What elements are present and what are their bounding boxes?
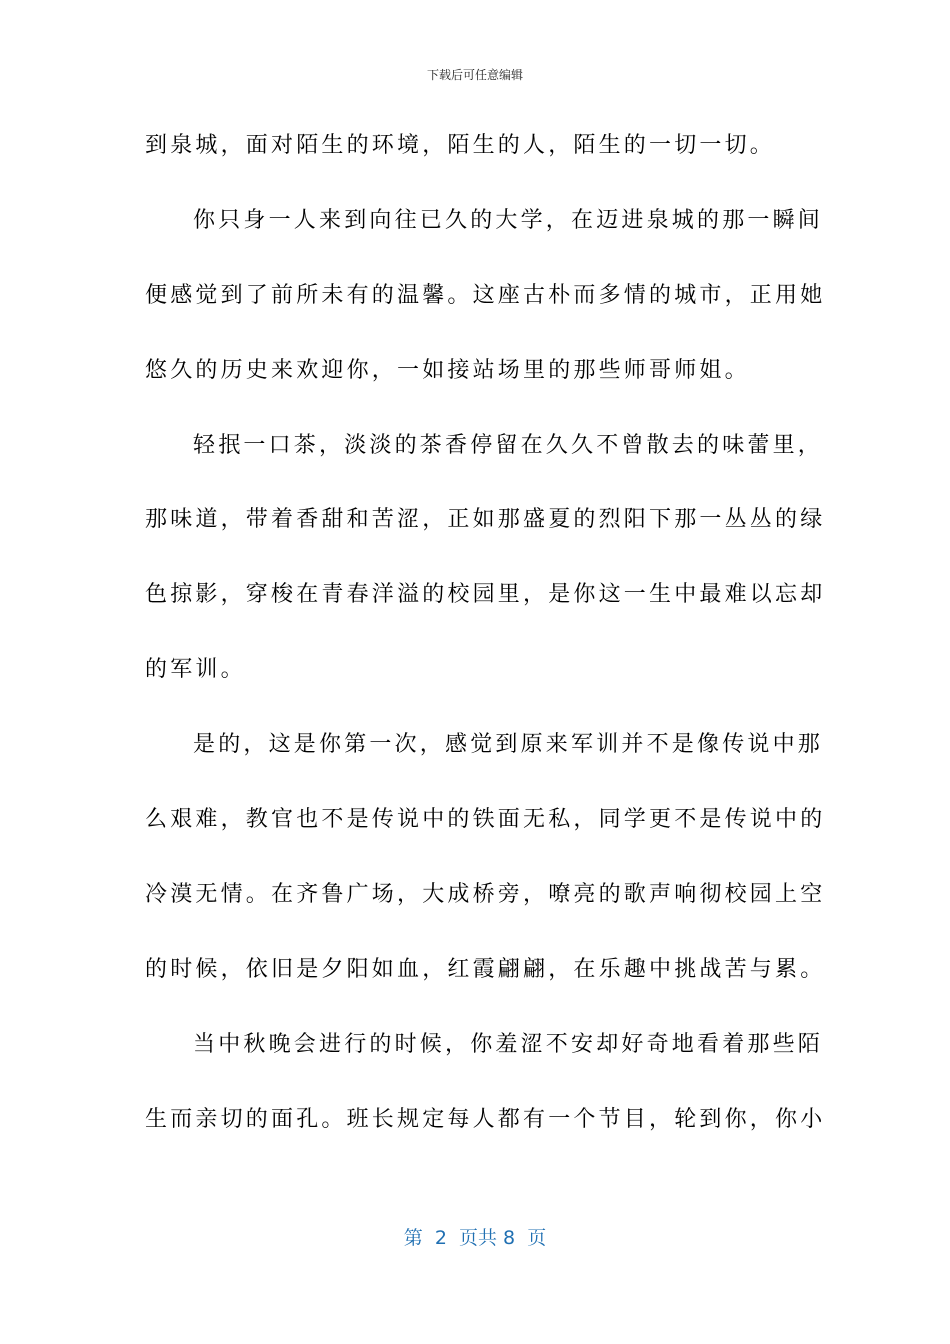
page-footer: 第 2 页共 8 页 — [403, 1227, 547, 1249]
text-line-1: 到泉城，面对陌生的环境，陌生的人，陌生的一切一切。 — [145, 133, 776, 158]
text-line-5: 轻抿一口茶，淡淡的茶香停留在久久不曾散去的味蕾里， — [193, 432, 824, 458]
text-line-2: 你只身一人来到向往已久的大学，在迈进泉城的那一瞬间 — [193, 207, 824, 233]
text-line-3: 便感觉到了前所未有的温馨。这座古朴而多情的城市，正用她 — [145, 282, 826, 308]
text-line-7: 色掠影，穿梭在青春洋溢的校园里，是你这一生中最难以忘却 — [145, 582, 826, 608]
text-line-11: 冷漠无情。在齐鲁广场，大成桥旁，嘹亮的歌声响彻校园上空 — [145, 881, 826, 907]
text-line-6: 那味道，带着香甜和苦涩，正如那盛夏的烈阳下那一丛丛的绿 — [145, 507, 826, 533]
text-line-12: 的时候，依旧是夕阳如血，红霞翩翩，在乐趣中挑战苦与累。 — [145, 956, 826, 982]
text-line-8: 的军训。 — [145, 657, 246, 683]
header-note: 下载后可任意编辑 — [426, 68, 523, 82]
text-line-9: 是的，这是你第一次，感觉到原来军训并不是像传说中那 — [193, 732, 824, 758]
text-line-10: 么艰难，教官也不是传说中的铁面无私，同学更不是传说中的 — [145, 807, 826, 833]
text-line-14: 生而亲切的面孔。班长规定每人都有一个节目，轮到你，你小 — [145, 1106, 826, 1132]
body-text — [145, 122, 826, 1170]
text-line-13: 当中秋晚会进行的时候，你羞涩不安却好奇地看着那些陌 — [193, 1031, 824, 1057]
text-line-4: 悠久的历史来欢迎你，一如接站场里的那些师哥师姐。 — [145, 357, 750, 383]
